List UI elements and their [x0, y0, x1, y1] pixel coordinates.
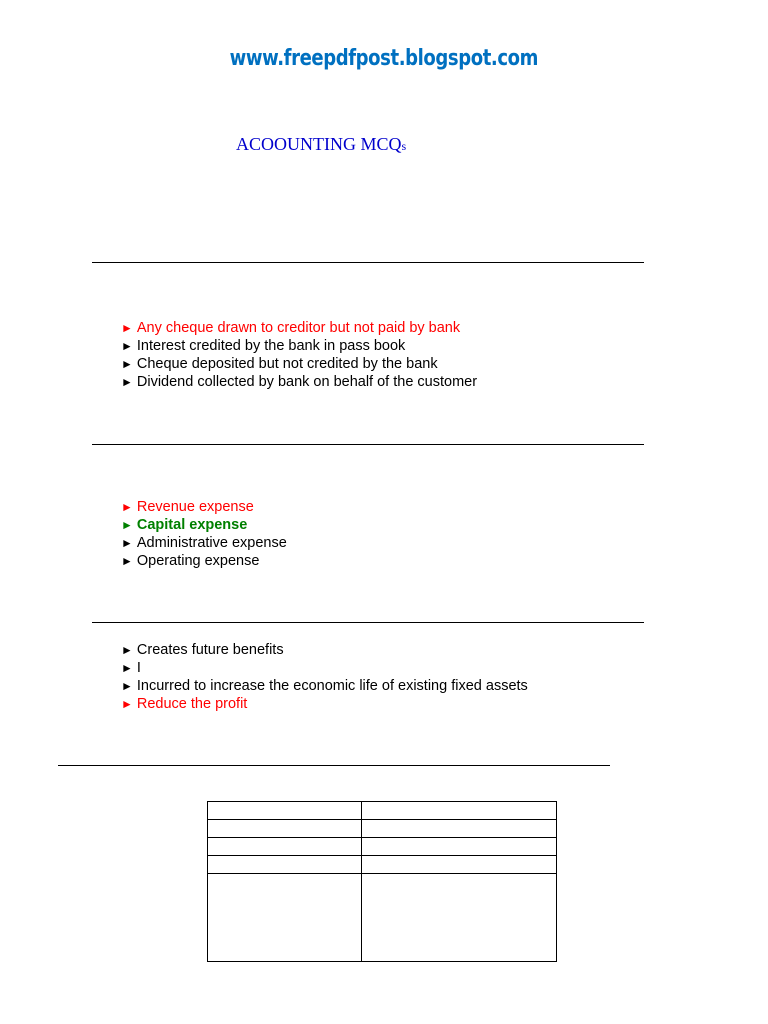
- question-2-options: [121, 498, 287, 570]
- option-text: Capital expense: [136, 517, 248, 533]
- table-cell: [362, 802, 557, 820]
- option-list-item: [121, 677, 528, 695]
- arrow-bullet-icon: ►: [121, 679, 133, 693]
- question-1-options: [121, 319, 477, 391]
- arrow-bullet-icon: ►: [121, 357, 133, 371]
- option-list-item: [121, 659, 528, 677]
- table-cell: [208, 820, 362, 838]
- option-list-item: [121, 373, 477, 391]
- option-list-item: [121, 695, 528, 713]
- table-cell: [362, 874, 557, 962]
- option-list-item: [121, 337, 477, 355]
- document-title-main: ACOOUNTING MCQ: [236, 134, 402, 154]
- table-cell: [362, 838, 557, 856]
- question-3-divider: [92, 622, 644, 623]
- table-cell: [362, 820, 557, 838]
- table-row: [208, 802, 557, 820]
- arrow-bullet-icon: ►: [121, 643, 133, 657]
- option-text: Administrative expense: [136, 535, 287, 551]
- option-text: Revenue expense: [136, 499, 254, 515]
- option-list-item-correct: [121, 516, 287, 534]
- option-list-item: [121, 498, 287, 516]
- question-1-divider: [92, 262, 644, 263]
- option-list-item: [121, 552, 287, 570]
- option-text: Creates future benefits: [136, 642, 284, 658]
- table-row: [208, 820, 557, 838]
- arrow-bullet-icon: ►: [121, 339, 133, 353]
- option-text: Incurred to increase the economic life of existing fixed assets: [136, 678, 528, 694]
- document-title-suffix: s: [401, 139, 407, 153]
- option-list-item: [121, 534, 287, 552]
- table-cell: [208, 856, 362, 874]
- table-cell: [208, 838, 362, 856]
- option-text: Operating expense: [136, 553, 260, 569]
- option-text: Interest credited by the bank in pass book: [136, 338, 406, 354]
- question-3-options: [121, 641, 528, 713]
- option-list-item: [121, 641, 528, 659]
- arrow-bullet-icon: ►: [121, 536, 133, 550]
- arrow-bullet-icon: ►: [121, 500, 133, 514]
- question-4-divider: [58, 765, 610, 766]
- table-row: [208, 874, 557, 962]
- arrow-bullet-icon: ►: [121, 554, 133, 568]
- option-text: Any cheque drawn to creditor but not paid by bank: [136, 320, 461, 336]
- empty-table: [207, 801, 557, 962]
- option-text: Cheque deposited but not credited by the bank: [136, 356, 438, 372]
- table-row: [208, 838, 557, 856]
- arrow-bullet-icon: ►: [121, 321, 133, 335]
- table-row: [208, 856, 557, 874]
- arrow-bullet-icon: ►: [121, 518, 133, 532]
- option-list-item: [121, 355, 477, 373]
- table-cell: [208, 802, 362, 820]
- option-list-item: [121, 319, 477, 337]
- question-2-divider: [92, 444, 644, 445]
- arrow-bullet-icon: ►: [121, 375, 133, 389]
- site-url[interactable]: www.freepdfpost.blogspot.com: [229, 46, 539, 71]
- option-text: Reduce the profit: [136, 696, 248, 712]
- option-text: Dividend collected by bank on behalf of the customer: [136, 374, 478, 390]
- document-title: [236, 134, 406, 155]
- table-cell: [208, 874, 362, 962]
- arrow-bullet-icon: ►: [121, 697, 133, 711]
- option-text: I: [136, 660, 141, 676]
- table-cell: [362, 856, 557, 874]
- arrow-bullet-icon: ►: [121, 661, 133, 675]
